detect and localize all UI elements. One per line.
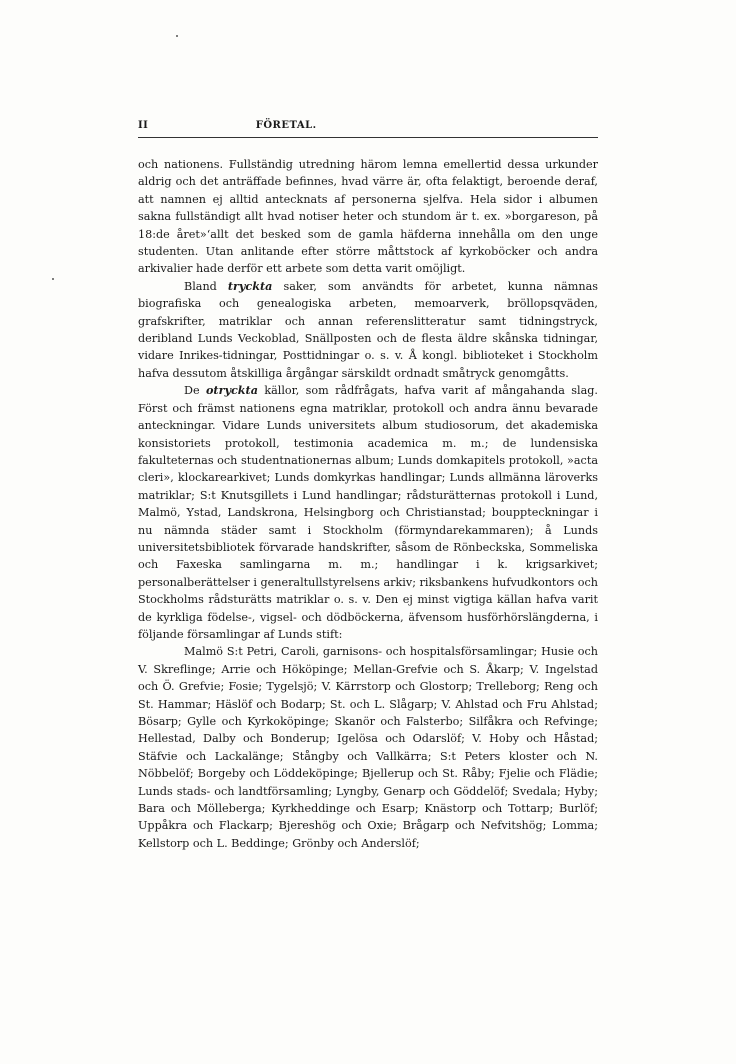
header-rule [138,137,598,138]
book-page [138,120,598,852]
page-number: II [138,120,149,131]
paragraph-text: och nationens. Fullständig utredning härom lemna emellertid dessa urkunder aldrig och det anträffade befinnes, hvad värre är, ofta felaktigt, beroende deraf, att namnen ej alltid antecknats af personerna sjelfva. Hela sidor i albumen sakna fullständigt allt hvad notiser heter och stundom är t. ex. »borgareson, på 18:de året»‘allt det besked som de gamla häfderna innehålla om den unge studenten. Utan anlitande efter större måttstock af kyrkoböcker och andra arkivalier hade derför ett arbete som detta varit omöjligt. [138,158,598,276]
body-text [138,156,598,852]
margin-speck [52,278,54,280]
paragraph [138,278,598,382]
margin-speck [176,35,178,37]
paragraph-text: Bland [184,279,228,293]
paragraph-text: källor, som rådfrågats, hafva varit af mångahanda slag. Först och främst nationens egna matriklar, protokoll och andra ännu bevarade anteckningar. Vidare Lunds universitets album studiosorum, det akademiska konsistoriets protokoll, testimonia academica m. m.; de lundensiska fakulteternas och studentnationernas album; Lunds domkapitels protokoll, »acta cleri», klockarearkivet; Lunds domkyrkas handlingar; Lunds allmänna läroverks matriklar; S:t Knutsgillets i Lund handlingar; rådsturätternas protokoll i Lund, Malmö, Ystad, Landskrona, Helsingborg och Christianstad; bouppteckningar i nu nämnda städer samt i Stockholm (förmyndarekammaren); å Lunds universitetsbibliotek förvarade handskrifter, såsom de Rönbeckska, Sommeliska och Faxeska samlingarna m. m.; handlingar i k. krigsarkivet; personalberättelser i generaltullstyrelsens arkiv; riksbankens hufvudkontors och Stockholms rådsturätts matriklar o. s. v. Den ej minst vigtiga källan hafva varit de kyrkliga födelse-, vigsel- och dödböckerna, äfvensom husförhörslängderna, i följande församlingar af Lunds stift: [138,384,598,641]
paragraph [138,156,598,278]
paragraph [138,643,598,852]
running-title: FÖRETAL. [255,120,317,131]
emphasized-word: otryckta [205,383,258,398]
running-header [138,120,598,131]
paragraph-text: De [184,384,206,398]
paragraph-text: saker, som användts för arbetet, kunna nämnas biografiska och genealogiska arbeten, memoarverk, bröllopsqväden, grafskrifter, matriklar och annan referenslitteratur samt tidningstryck, deribland Lunds Veckoblad, Snällposten och de flesta äldre skånska tidningar, vidare Inrikes-tidningar, Posttidningar o. s. v. Å kongl. biblioteket i Stockholm hafva dessutom åtskilliga årgångar särskildt ordnadt småtryck genomgåtts. [138,279,598,380]
paragraph [138,382,598,643]
paragraph-text: Malmö S:t Petri, Caroli, garnisons- och hospitalsförsamlingar; Husie och V. Skreflinge; Arrie och Hököpinge; Mellan-Grefvie och S. Åkarp; V. Ingelstad och Ö. Grefvie; Fosie; Tygelsjö; V. Kärrstorp och Glostorp; Trelleborg; Reng och St. Hammar; Häslöf och Bodarp; St. och L. Slågarp; V. Ahlstad och Fru Ahlstad; Bösarp; Gylle och Kyrkoköpinge; Skanör och Falsterbo; Silfåkra och Refvinge; Hellestad, Dalby och Bonderup; Igelösa och Odarslöf; V. Hoby och Håstad; Stäfvie och Lackalänge; Stångby och Vallkärra; S:t Peters kloster och N. Nöbbelöf; Borgeby och Löddeköpinge; Bjellerup och St. Råby; Fjelie och Flädie; Lunds stads- och landtförsamling; Lyngby, Genarp och Göddelöf; Svedala; Hyby; Bara och Mölleberga; Kyrkheddinge och Esarp; Knästorp och Tottarp; Burlöf; Uppåkra och Flackarp; Bjereshög och Oxie; Brågarp och Nefvitshög; Lomma; Kellstorp och L. Beddinge; Grönby och Anderslöf; [138,645,598,850]
emphasized-word: tryckta [227,278,273,293]
